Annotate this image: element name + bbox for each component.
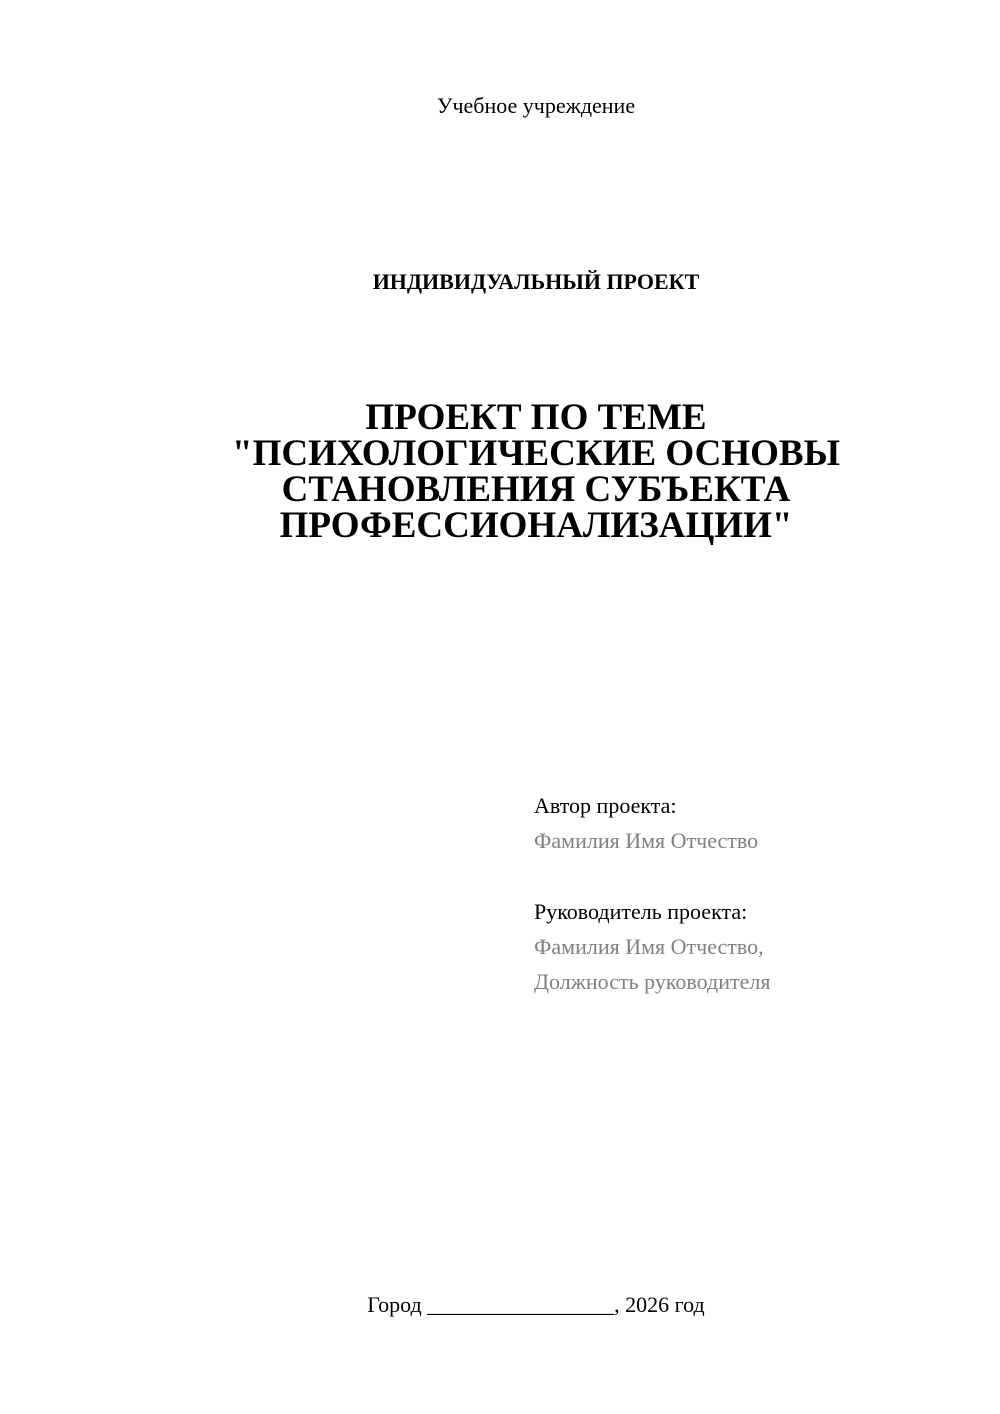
supervisor-name: Фамилия Имя Отчество, (534, 934, 764, 959)
project-title-line: "ПСИХОЛОГИЧЕСКИЕ ОСНОВЫ (232, 433, 840, 474)
author-name: Фамилия Имя Отчество (534, 828, 759, 853)
info-spacer (534, 858, 974, 894)
project-title (0, 397, 1000, 546)
project-title-line: ПРОФЕССИОНАЛИЗАЦИИ" (279, 505, 793, 546)
project-title-line: ПРОЕКТ ПО ТЕМЕ (365, 397, 707, 438)
institution-name: Учебное учреждение (436, 93, 636, 118)
supervisor-label: Руководитель проекта: (534, 899, 748, 924)
project-type-heading: ИНДИВИДУАЛЬНЫЙ ПРОЕКТ (372, 269, 700, 294)
project-title-line: СТАНОВЛЕНИЯ СУБЪЕКТА (281, 469, 791, 510)
supervisor-position: Должность руководителя (534, 969, 771, 994)
author-label: Автор проекта: (534, 793, 677, 818)
project-info-block (534, 788, 974, 999)
city-year-line: Город _________________, 2026 год (367, 1292, 705, 1317)
